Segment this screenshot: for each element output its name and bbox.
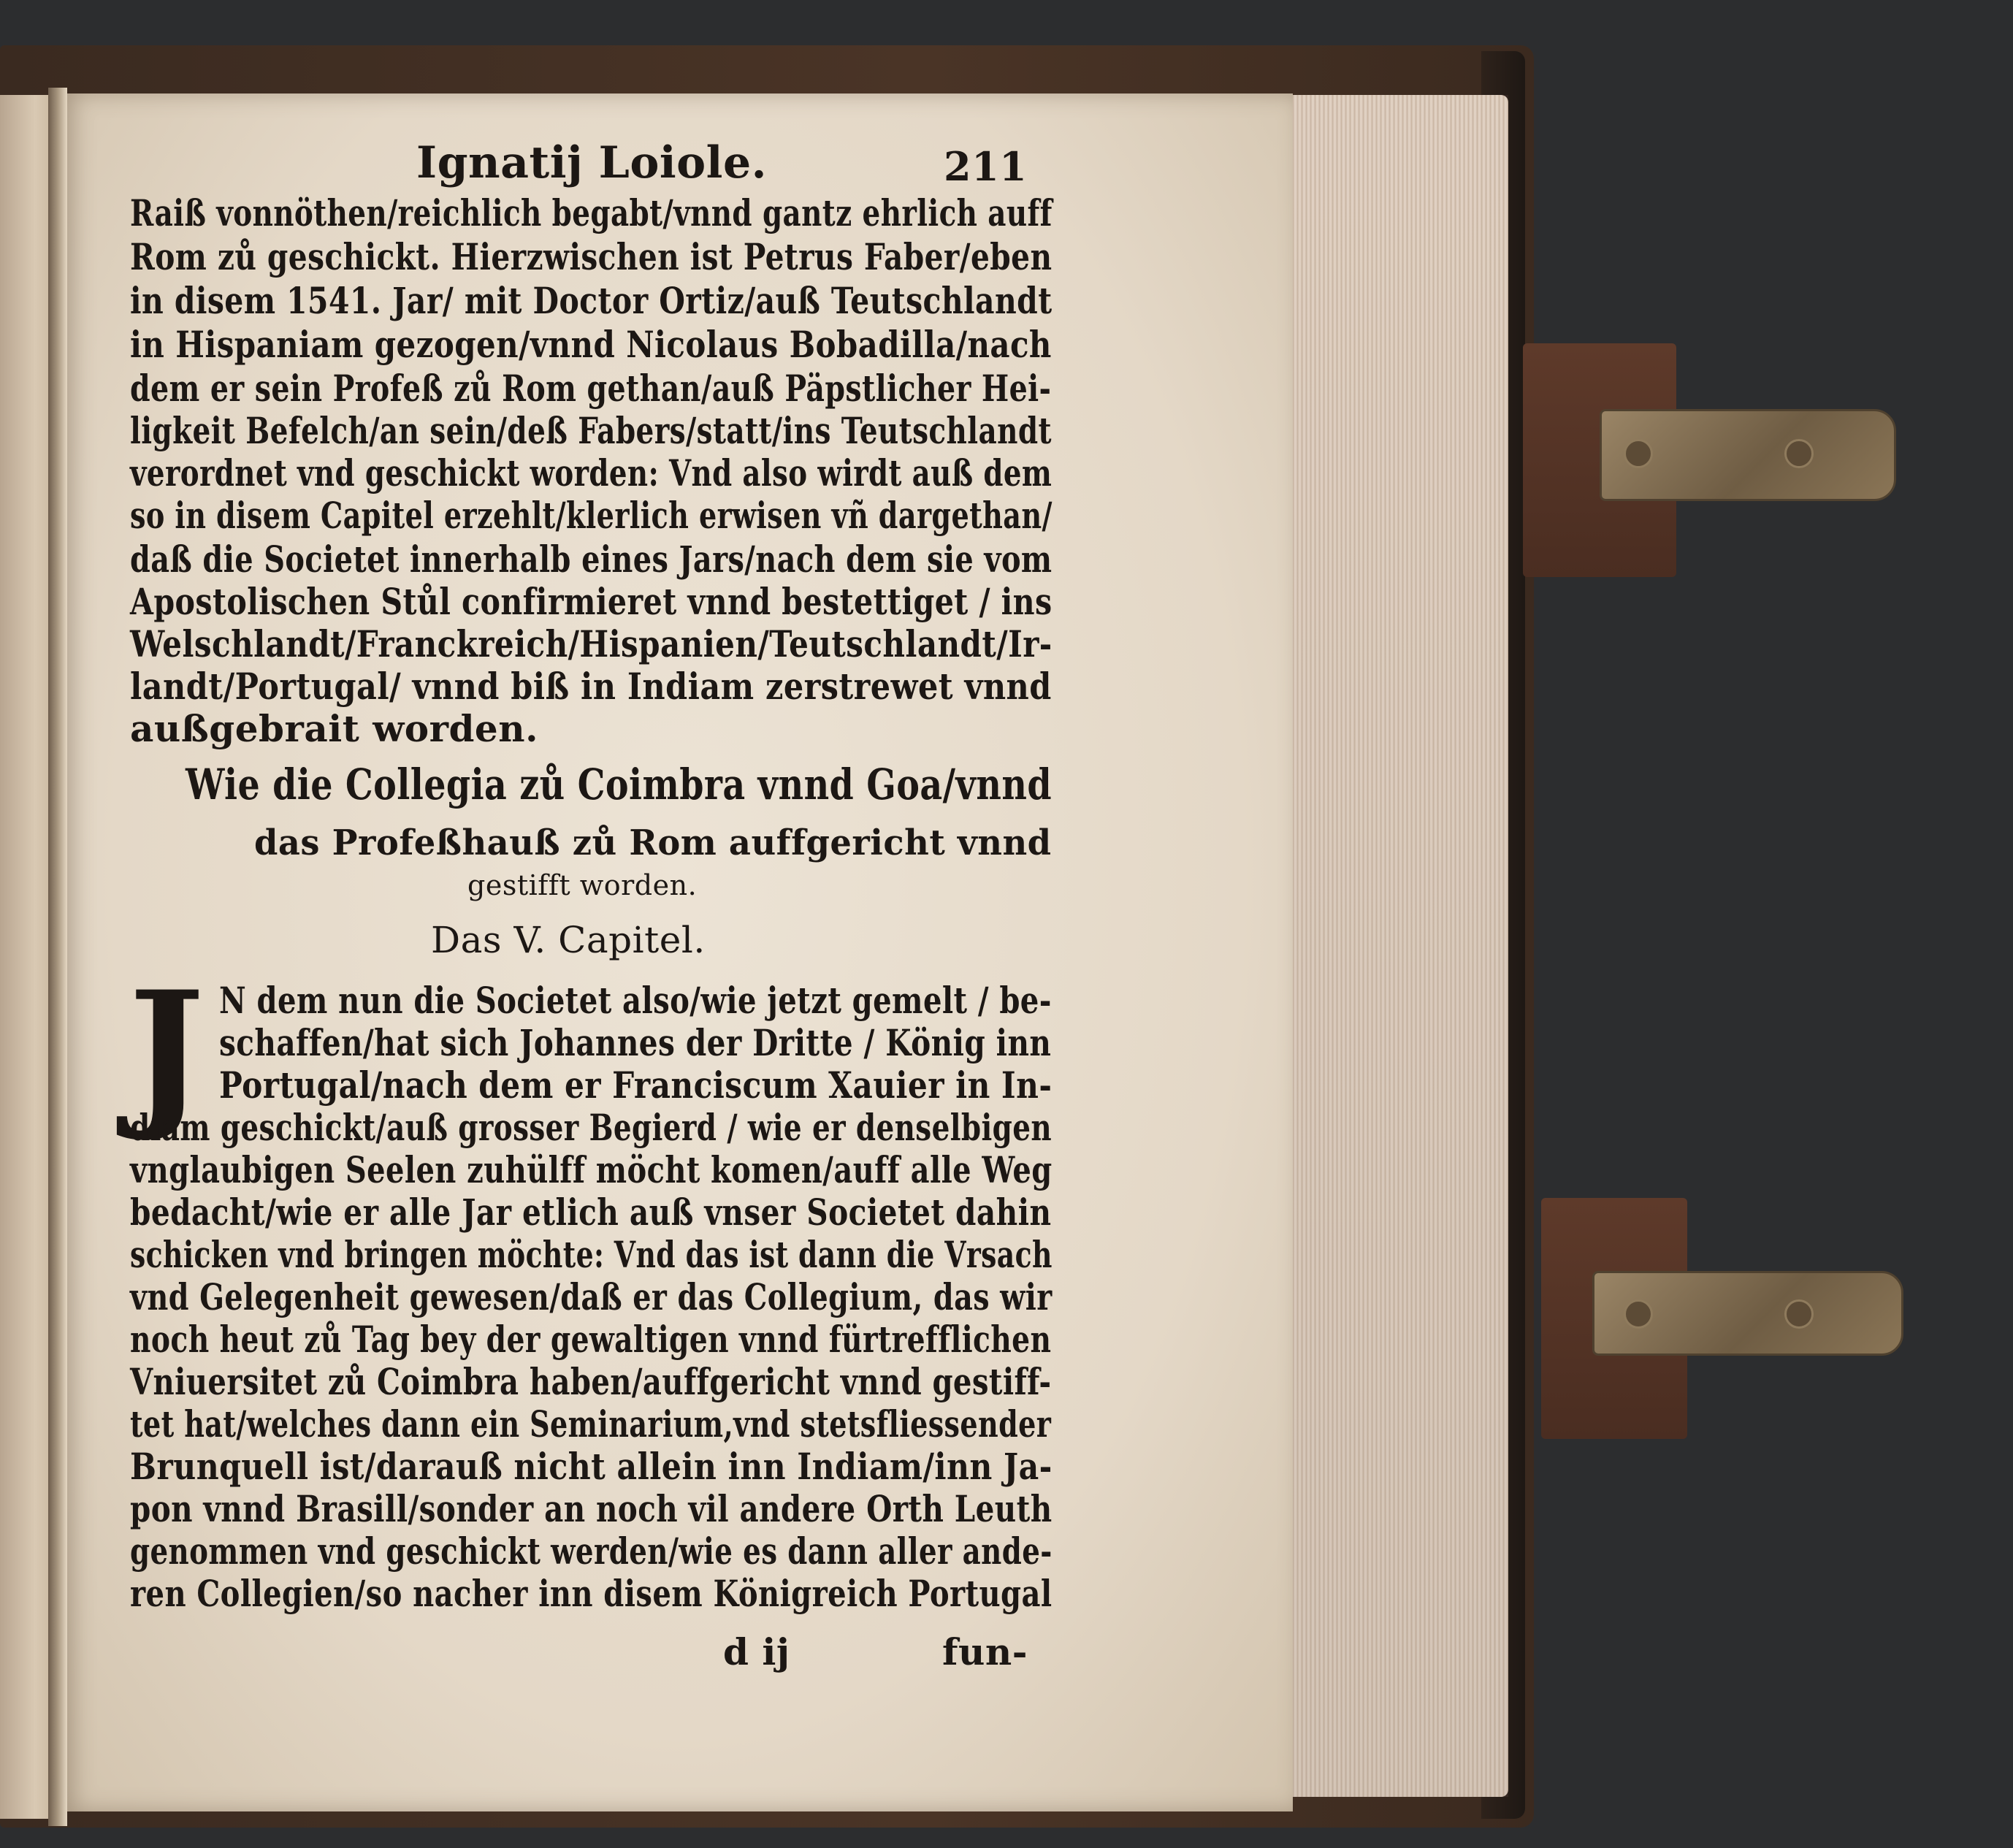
chapter-number: Das V. Capitel. xyxy=(431,919,706,961)
chapter-heading-line3: gestifft worden. xyxy=(467,869,698,901)
text-line: ligkeit Befelch/an sein/deß Fabers/statt/ins Teutschlandt xyxy=(130,409,1052,452)
text-line: schicken vnd bringen möchte: Vnd das ist dann die Vrsach xyxy=(130,1233,1053,1276)
page-number: 211 xyxy=(944,143,1028,190)
text-line: landt/Portugal/ vnnd biß in Indiam zerstrewet vnnd xyxy=(130,665,1052,708)
signature-mark: d ij xyxy=(723,1630,790,1673)
drop-cap: J xyxy=(129,955,205,1145)
text-line: bedacht/wie er alle Jar etlich auß vnser Societet dahin xyxy=(130,1191,1052,1234)
text-line: in disem 1541. Jar/ mit Doctor Ortiz/auß Teutschlandt xyxy=(130,279,1053,322)
text-line: Portugal/nach dem er Franciscum Xauier in In- xyxy=(219,1064,1053,1107)
text-line: noch heut zů Tag bey der gewaltigen vnnd fürtrefflichen xyxy=(130,1318,1052,1361)
text-line: so in disem Capitel erzehlt/klerlich erwisen vñ dargethan/ xyxy=(130,494,1053,537)
text-line: dem er sein Profeß zů Rom gethan/auß Päpstlicher Hei- xyxy=(130,367,1052,410)
upper-clasp xyxy=(1600,409,1896,501)
text-line: tet hat/welches dann ein Seminarium,vnd stetsfliessender xyxy=(130,1402,1052,1446)
text-line: daß die Societet innerhalb eines Jars/nach dem sie vom xyxy=(130,538,1053,581)
text-line: Vniuersitet zů Coimbra haben/auffgericht vnnd gestiff- xyxy=(130,1360,1052,1403)
text-line: außgebrait worden. xyxy=(130,707,538,750)
text-line: Rom zů geschickt. Hierzwischen ist Petrus Faber/eben xyxy=(130,235,1053,278)
clasp-rivet xyxy=(1784,1299,1814,1329)
text-line: diam geschickt/auß grosser Begierd / wie er denselbigen xyxy=(130,1106,1053,1149)
page-fore-edge xyxy=(1286,95,1508,1797)
text-line: verordnet vnd geschickt worden: Vnd also wirdt auß dem xyxy=(130,451,1053,495)
text-line: vnglaubigen Seelen zuhülff möcht komen/auff alle Weg xyxy=(130,1148,1053,1191)
text-line: pon vnnd Brasill/sonder an noch vil andere Orth Leuth xyxy=(130,1487,1053,1530)
running-head: Ignatij Loiole. xyxy=(416,137,767,188)
text-line: genommen vnd geschickt werden/wie es dann aller ande- xyxy=(130,1530,1053,1573)
text-line: schaffen/hat sich Johannes der Dritte / König inn xyxy=(219,1021,1052,1064)
text-line: ren Collegien/so nacher inn disem Königreich Portugal xyxy=(130,1572,1053,1615)
chapter-heading: Wie die Collegia zů Coimbra vnnd Goa/vnnd xyxy=(186,760,1053,809)
chapter-heading-line2: das Profeßhauß zů Rom auffgericht vnnd xyxy=(254,822,1052,863)
catchword: fun- xyxy=(942,1630,1028,1673)
clasp-rivet xyxy=(1624,439,1653,468)
lower-clasp xyxy=(1592,1271,1903,1356)
clasp-rivet xyxy=(1784,439,1814,468)
text-line: Brunquell ist/darauß nicht allein inn Indiam/inn Ja- xyxy=(130,1445,1053,1488)
clasp-rivet xyxy=(1624,1299,1653,1329)
text-line: N dem nun die Societet also/wie jetzt gemelt / be- xyxy=(219,979,1052,1022)
text-line: Welschlandt/Franckreich/Hispanien/Teutschlandt/Ir- xyxy=(130,622,1053,665)
text-line: Raiß vonnöthen/reichlich begabt/vnnd gantz ehrlich auff xyxy=(130,191,1053,234)
text-line: Apostolischen Stůl confirmieret vnnd bestettiget / ins xyxy=(130,580,1053,623)
gutter xyxy=(48,88,67,1826)
text-line: vnd Gelegenheit gewesen/daß er das Collegium, das wir xyxy=(130,1275,1053,1318)
text-line: in Hispaniam gezogen/vnnd Nicolaus Bobadilla/nach xyxy=(130,323,1052,366)
